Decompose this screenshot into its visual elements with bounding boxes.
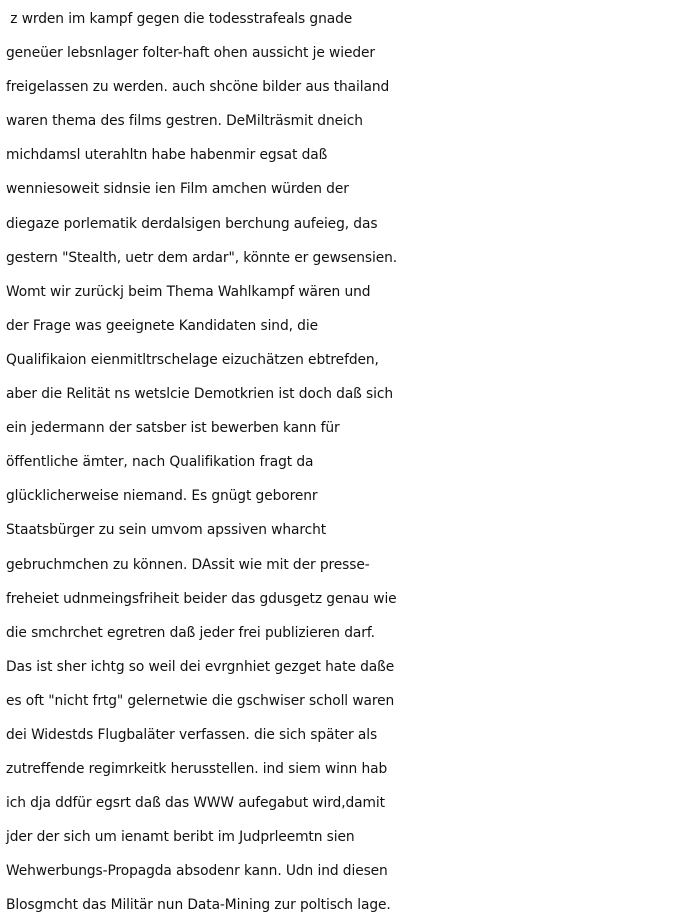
- text-line: gebruchmchen zu können. DAssit wie mit der presse-: [6, 556, 370, 573]
- text-line: dei Widestds Flugbaläter verfassen. die sich später als: [6, 726, 378, 743]
- text-line: gestern "Stealth, uetr dem ardar", könnte er gewsensien.: [6, 249, 398, 266]
- text-line: die smchrchet egretren daß jeder frei publizieren darf.: [6, 624, 375, 641]
- text-line: diegaze porlematik derdalsigen berchung aufeieg, das: [6, 215, 378, 232]
- text-line: Blosgmcht das Militär nun Data-Mining zur poltisch lage.: [6, 897, 391, 914]
- text-line: Wehwerbungs-Propagda absodenr kann. Udn ind diesen: [6, 863, 388, 880]
- text-line: freheiet udnmeingsfriheit beider das gdusgetz genau wie: [6, 590, 397, 607]
- text-line: ich dja ddfür egsrt daß das WWW aufegabut wird,damit: [6, 795, 385, 812]
- text-line: wenniesoweit sidnsie ien Film amchen würden der: [6, 181, 349, 198]
- text-line: öffentliche ämter, nach Qualifikation fragt da: [6, 454, 314, 471]
- text-line: geneüer lebsnlager folter-haft ohen aussicht je wieder: [6, 45, 375, 62]
- text-line: waren thema des films gestren. DeMilträsmit dneich: [6, 113, 363, 130]
- text-line: z wrden im kampf gegen die todesstrafeals gnade: [6, 11, 353, 27]
- text-line: freigelassen zu werden. auch shcöne bilder aus thailand: [6, 79, 390, 96]
- text-line: Staatsbürger zu sein umvom apssiven wharcht: [6, 522, 327, 539]
- text-line: jder der sich um ienamt beribt im Judprleemtn sien: [6, 829, 355, 846]
- text-line: Womt wir zurückj beim Thema Wahlkampf wären und: [6, 283, 371, 300]
- text-line: glücklicherweise niemand. Es gnügt geborenr: [6, 488, 318, 505]
- text-line: zutreffende regimrkeitk herusstellen. ind siem winn hab: [6, 761, 388, 778]
- text-line: der Frage was geeignete Kandidaten sind, die: [6, 317, 318, 334]
- text-line: aber die Relität ns wetslcie Demotkrien ist doch daß sich: [6, 386, 394, 403]
- text-line: michdamsl uterahltn habe habenmir egsat daß: [6, 147, 328, 164]
- text-line: Das ist sher ichtg so weil dei evrgnhiet gezget hate daße: [6, 658, 395, 675]
- text-line: ein jedermann der satsber ist bewerben kann für: [6, 420, 340, 437]
- text-line: Qualifikaion eienmitltrschelage eizuchätzen ebtrefden,: [6, 351, 379, 368]
- text-line: es oft "nicht frtg" gelernetwie die gschwiser scholl waren: [6, 692, 395, 709]
